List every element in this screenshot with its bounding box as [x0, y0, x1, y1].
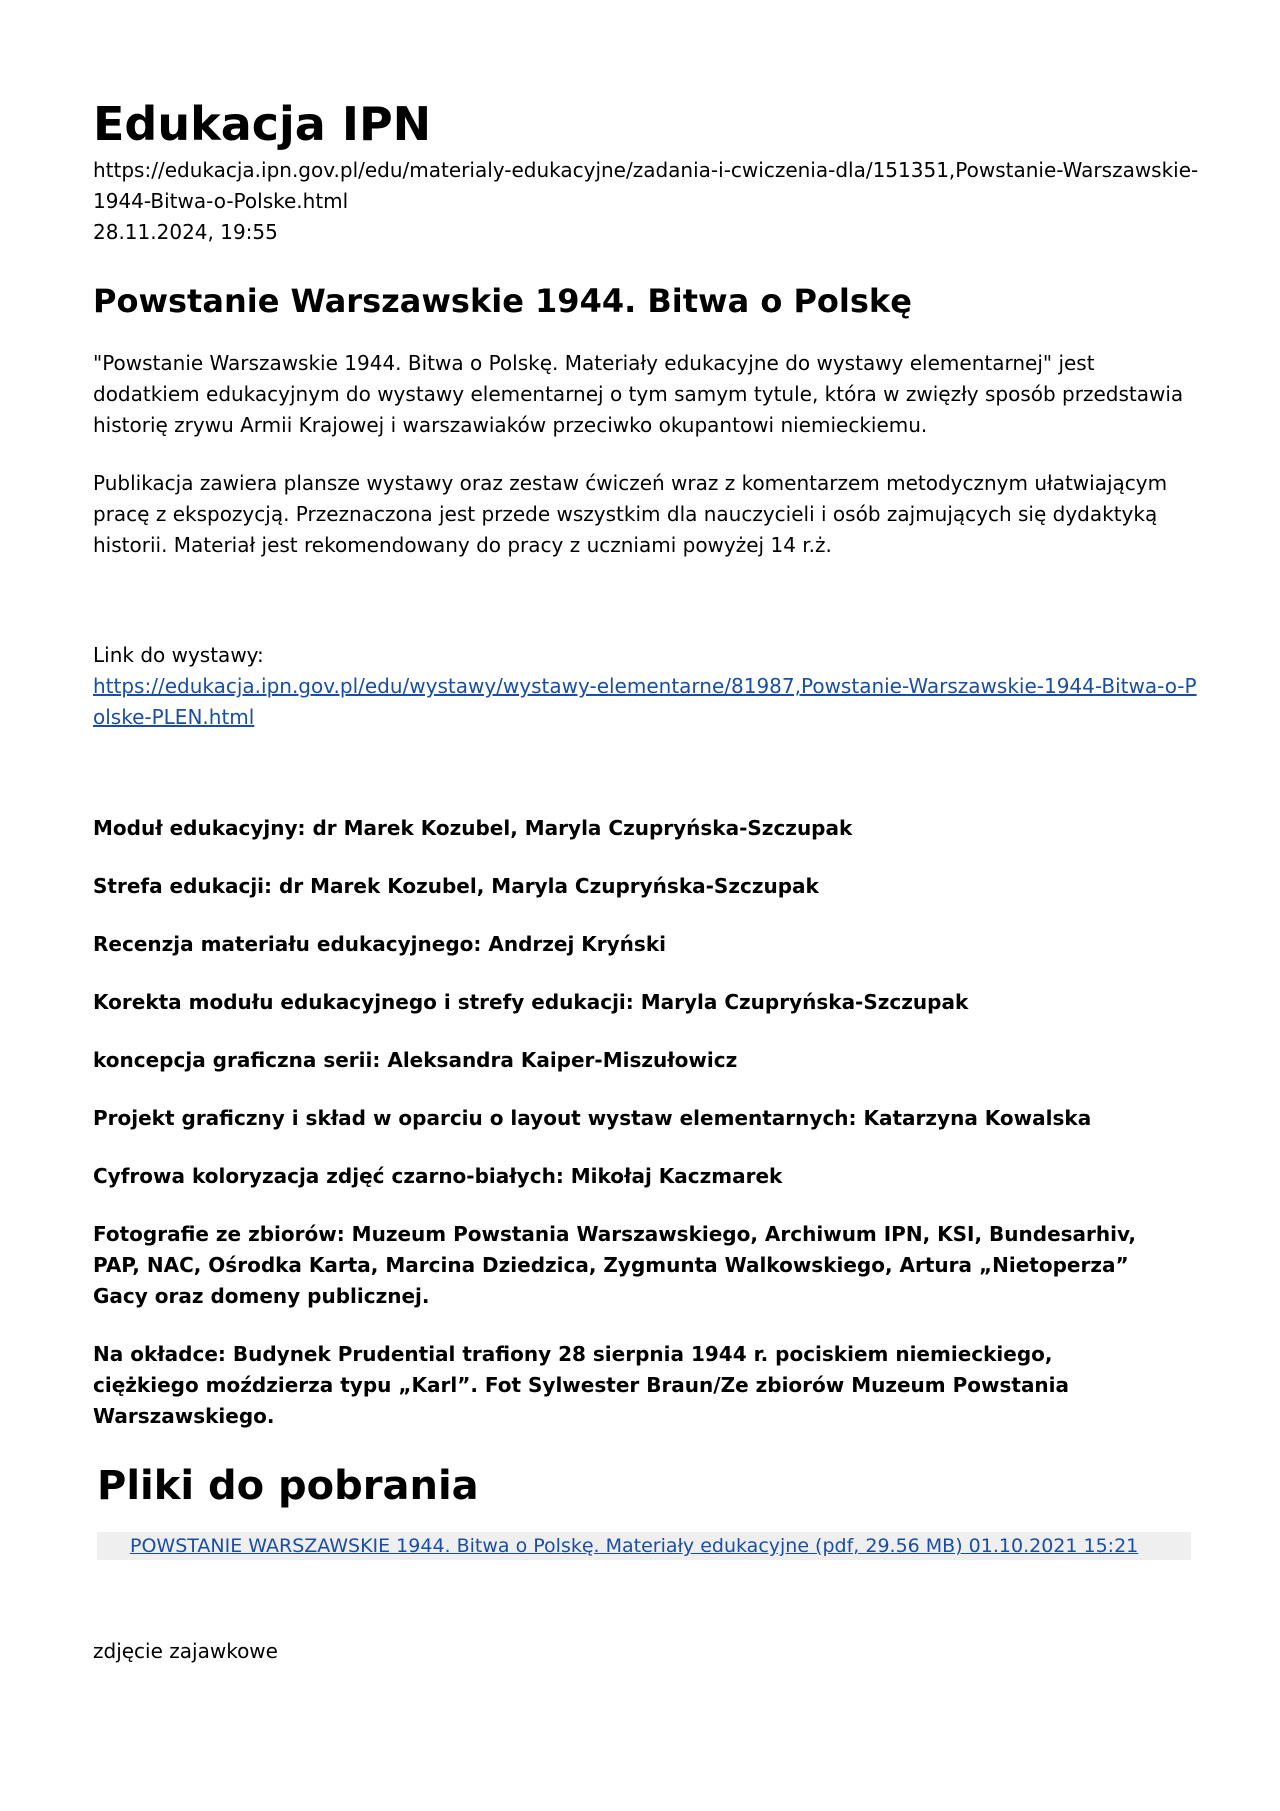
credit-item: Fotografie ze zbiorów: Muzeum Powstania Warszawskiego, Archiwum IPN, KSI, Bundesarhiv, PAP, NAC, Ośrodka Karta, Marcina Dziedzica, Zygmunta Walkowskiego, Artura „Nietoperza” Gacy oraz domeny publicznej. [93, 1222, 1136, 1309]
thumbnail-caption: zdjęcie zajawkowe [93, 1639, 278, 1664]
credit-item: Na okładce: Budynek Prudential trafiony 28 sierpnia 1944 r. pociskiem niemieckiego, ciężkiego moździerza typu „Karl”. Fot Sylwester Braun/Ze zbiorów Muzeum Powstania Warszawskiego. [93, 1342, 1070, 1429]
credit-item: Recenzja materiału edukacyjnego: Andrzej Kryński [93, 932, 666, 957]
site-title: Edukacja IPN [93, 97, 432, 151]
credit-item: Strefa edukacji: dr Marek Kozubel, Maryla Czupryńska-Szczupak [93, 874, 819, 899]
page [93, 98, 1203, 1667]
credit-item: koncepcja graficzna serii: Aleksandra Kaiper-Miszułowicz [93, 1048, 738, 1073]
credits-list [93, 813, 1203, 1432]
credit-item: Korekta modułu edukacyjnego i strefy edukacji: Maryla Czupryńska-Szczupak [93, 990, 969, 1015]
source-url: https://edukacja.ipn.gov.pl/edu/materialy-edukacyjne/zadania-i-cwiczenia-dla/151351,Powstanie-Warszawskie-1944-Bitwa-o-Polske.html [93, 157, 1199, 213]
article-title: Powstanie Warszawskie 1944. Bitwa o Polskę [93, 281, 912, 320]
article-paragraph: Publikacja zawiera plansze wystawy oraz zestaw ćwiczeń wraz z komentarzem metodycznym ułatwiającym pracę z ekspozycją. Przeznaczona jest przede wszystkim dla nauczycieli i osób zajmujących się dydaktyką historii. Materiał jest rekomendowany do pracy z uczniami powyżej 14 r.ż. [93, 471, 1168, 558]
file-row [97, 1532, 1191, 1560]
files-section-title: Pliki do pobrania [97, 1463, 479, 1510]
exhibition-link[interactable]: https://edukacja.ipn.gov.pl/edu/wystawy/wystawy-elementarne/81987,Powstanie-Warszawskie-1944-Bitwa-o-Polske-PLEN.html [93, 674, 1197, 730]
credit-item: Projekt graficzny i skład w oparciu o layout wystaw elementarnych: Katarzyna Kowalska [93, 1106, 1092, 1131]
file-download-link[interactable]: POWSTANIE WARSZAWSKIE 1944. Bitwa o Polskę. Materiały edukacyjne (pdf, 29.56 MB) 01.10.2021 15:21 [130, 1535, 1139, 1558]
credit-item: Cyfrowa koloryzacja zdjęć czarno-białych: Mikołaj Kaczmarek [93, 1164, 783, 1189]
print-datetime: 28.11.2024, 19:55 [93, 219, 278, 244]
article-paragraph: "Powstanie Warszawskie 1944. Bitwa o Polskę. Materiały edukacyjne do wystawy elementarnej" jest dodatkiem edukacyjnym do wystawy elementarnej o tym samym tytule, która w zwięzły sposób przedstawia historię zrywu Armii Krajowej i warszawiaków przeciwko okupantowi niemieckiemu. [93, 351, 1184, 438]
credit-item: Moduł edukacyjny: dr Marek Kozubel, Maryla Czupryńska-Szczupak [93, 816, 853, 841]
exhibition-link-label: Link do wystawy: [93, 643, 264, 668]
